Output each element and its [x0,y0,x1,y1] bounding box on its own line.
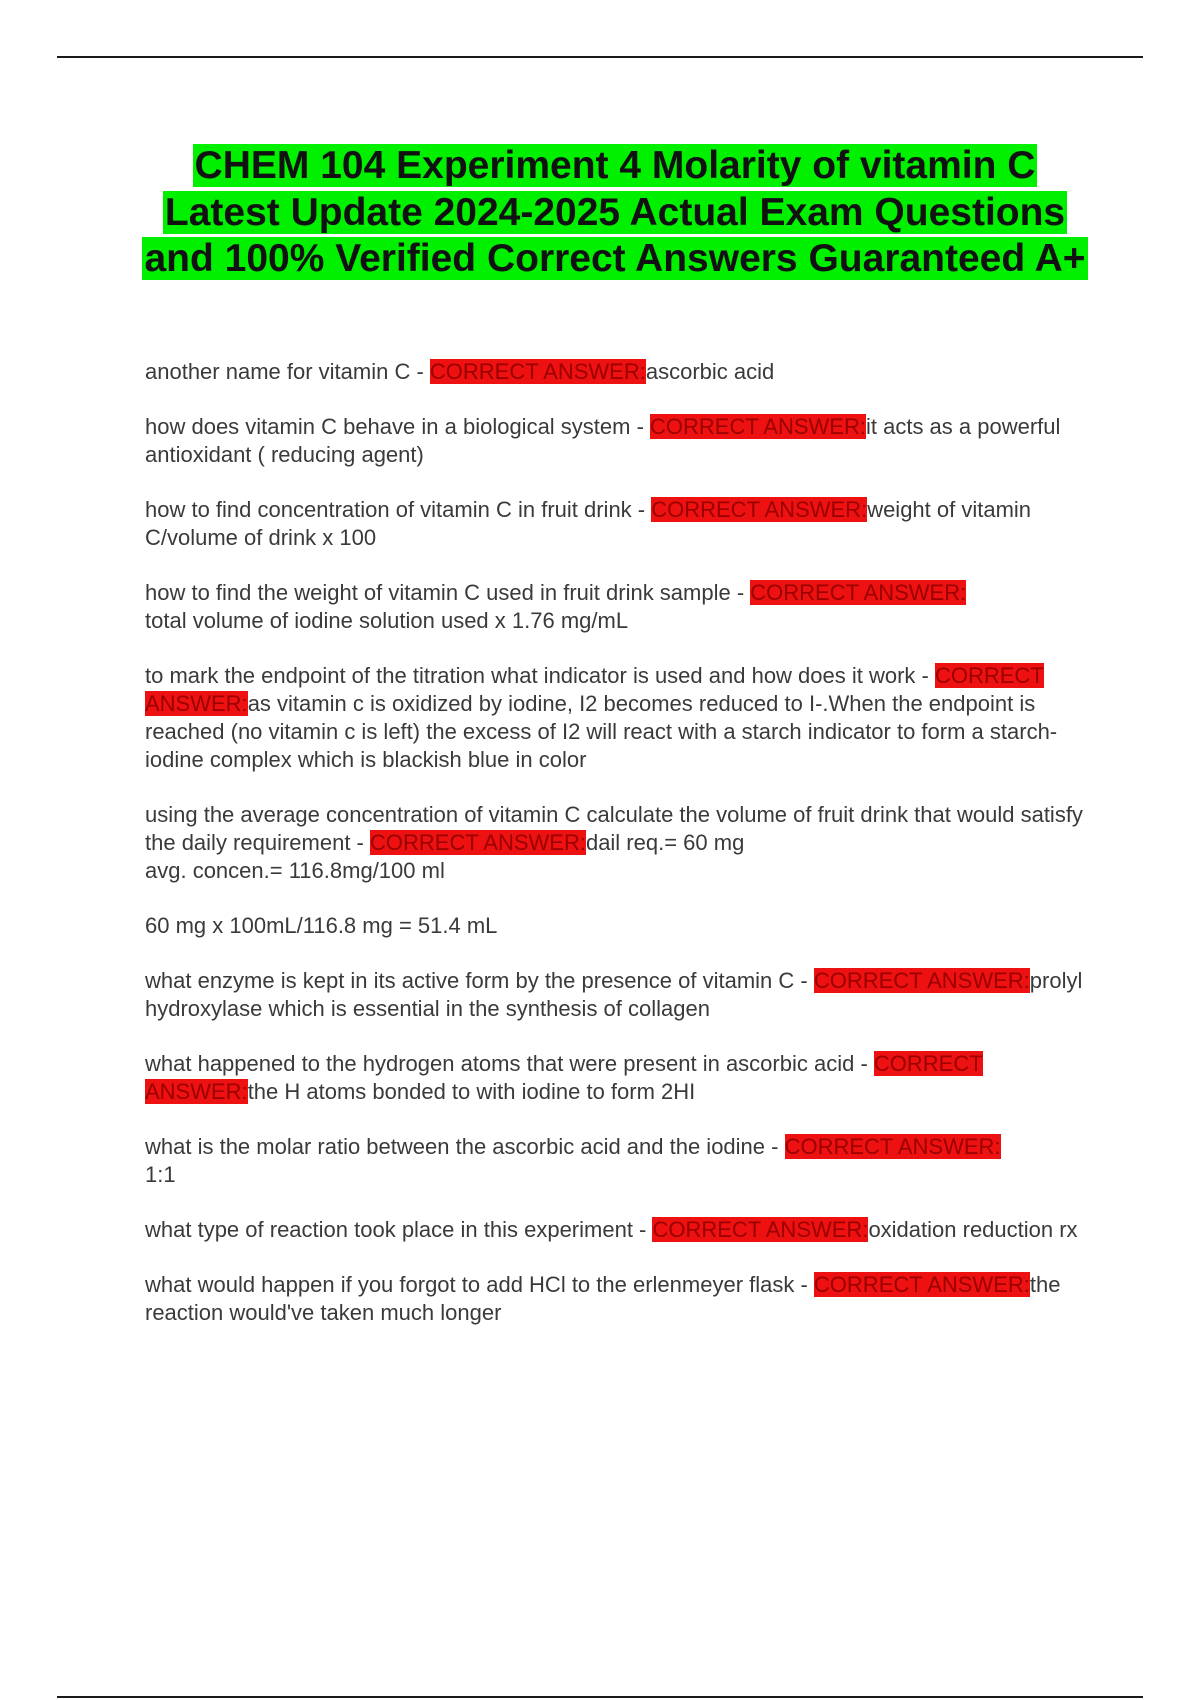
correct-answer-tag: CORRECT ANSWER: [652,1217,869,1242]
question-text: how to find concentration of vitamin C in fruit drink - [145,497,652,522]
qa-item [145,358,1090,386]
qa-item [145,1271,1090,1327]
answer-text: the reaction would've taken much longer [145,1272,1061,1325]
answer-text: dail req.= 60 mg [585,830,745,855]
question-text: to mark the endpoint of the titration what indicator is used and how does it work - [145,663,935,688]
bottom-rule [57,1696,1143,1698]
correct-answer-tag: CORRECT ANSWER: [750,580,967,605]
top-rule [57,56,1143,58]
correct-answer-tag: CORRECT ANSWER: [650,414,866,439]
qa-item [145,967,1090,1023]
answer-text: it acts as a powerful antioxidant ( reducing agent) [145,414,1061,467]
answer-text: oxidation reduction rx [868,1217,1078,1242]
correct-answer-tag: CORRECT ANSWER: [429,359,646,384]
question-text: how to find the weight of vitamin C used in fruit drink sample - [145,580,751,605]
title-block [140,143,1090,283]
question-text: another name for vitamin C - [145,359,430,384]
correct-answer-tag: CORRECT ANSWER: [370,830,586,855]
question-text: what happened to the hydrogen atoms that were present in ascorbic acid - [145,1051,874,1076]
correct-answer-tag: CORRECT ANSWER: [813,1272,1030,1297]
question-text: what enzyme is kept in its active form by the presence of vitamin C - [145,968,814,993]
document-title [140,143,1090,283]
correct-answer-tag: CORRECT ANSWER: [145,663,1044,716]
correct-answer-tag: CORRECT ANSWER: [784,1134,1001,1159]
qa-item [145,801,1090,885]
title-highlight: CHEM 104 Experiment 4 Molarity of vitamin C Latest Update 2024-2025 Actual Exam Questions and 100% Verified Correct Answers Guaranteed A+ [144,144,1086,280]
answer-text-line-2: avg. concen.= 116.8mg/100 ml [145,858,445,883]
question-text: what is the molar ratio between the ascorbic acid and the iodine - [145,1134,785,1159]
question-text: what would happen if you forgot to add HCl to the erlenmeyer flask - [145,1272,814,1297]
answer-text: 1:1 [145,1162,176,1187]
correct-answer-tag: CORRECT ANSWER: [145,1051,983,1104]
qa-list [145,358,1090,1354]
answer-text: weight of vitamin C/volume of drink x 100 [145,497,1032,550]
question-text: using the average concentration of vitamin C calculate the volume of fruit drink that would satisfy the daily requirement - [145,802,1083,855]
qa-item [145,1050,1090,1106]
answer-text: ascorbic acid [645,359,775,384]
question-text: what type of reaction took place in this experiment - [145,1217,653,1242]
answer-text: prolyl hydroxylase which is essential in the synthesis of collagen [145,968,1083,1021]
qa-item [145,1216,1090,1244]
correct-answer-tag: CORRECT ANSWER: [813,968,1030,993]
answer-text: as vitamin c is oxidized by iodine, I2 becomes reduced to I-.When the endpoint is reached (no vitamin c is left) the excess of I2 will react with a starch indicator to form a starch-iodine complex which is blackish blue in color [145,691,1058,772]
qa-item [145,579,1090,635]
answer-text: total volume of iodine solution used x 1.76 mg/mL [145,608,629,633]
calculation-line: 60 mg x 100mL/116.8 mg = 51.4 mL [145,913,498,938]
qa-item [145,662,1090,774]
question-text: how does vitamin C behave in a biological system - [145,414,651,439]
qa-item [145,1133,1090,1189]
answer-text: the H atoms bonded to with iodine to form 2HI [247,1079,696,1104]
qa-item [145,496,1090,552]
correct-answer-tag: CORRECT ANSWER: [651,497,868,522]
qa-item [145,413,1090,469]
